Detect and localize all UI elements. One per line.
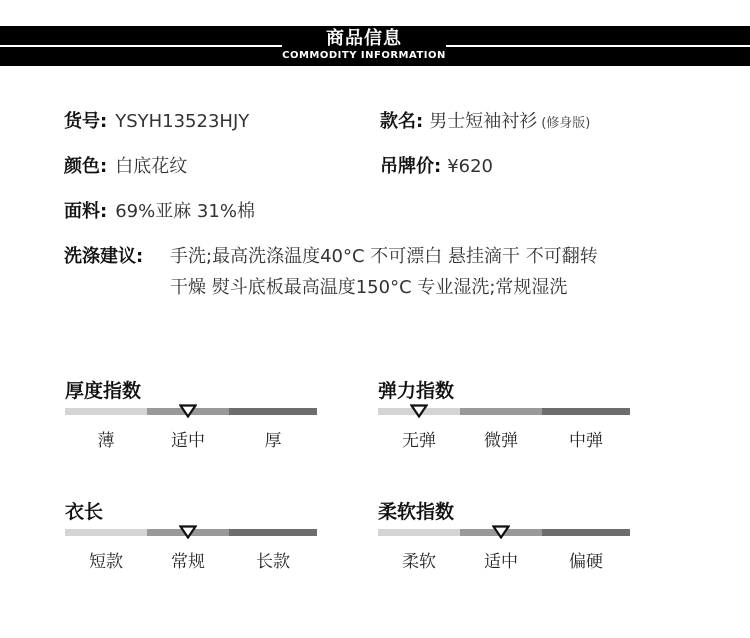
wash-row — [64, 245, 143, 269]
header-title-cn: 商品信息 — [326, 28, 402, 49]
thickness-labels — [65, 426, 317, 450]
thickness-title: 厚度指数 — [65, 380, 142, 402]
style-label: 款名: — [380, 111, 424, 132]
bar-segment-dark — [542, 529, 630, 536]
bar-segment-mid — [460, 408, 542, 415]
bar-segment-light — [378, 529, 460, 536]
length-option: 常规 — [171, 552, 205, 572]
color-value: 白底花纹 — [115, 156, 188, 177]
elasticity-labels — [378, 426, 630, 450]
price-value: ¥620 — [447, 156, 494, 177]
bar-segment-light — [65, 408, 147, 415]
item-no-row — [64, 110, 249, 134]
elasticity-option: 微弹 — [484, 431, 518, 451]
wash-line-2 — [170, 276, 567, 300]
price-row — [380, 155, 493, 179]
section-header — [0, 26, 750, 66]
bar-segment-dark — [542, 408, 630, 415]
item-no-value: YSYH13523HJY — [115, 111, 250, 132]
length-option: 短款 — [89, 552, 123, 572]
header-title-box — [282, 26, 446, 66]
style-value: 男士短袖衬衫 — [429, 111, 538, 132]
header-title-en: COMMODITY INFORMATION — [282, 50, 446, 61]
item-no-label: 货号: — [64, 111, 108, 132]
softness-option: 偏硬 — [569, 552, 603, 572]
style-note: (修身版) — [541, 116, 591, 131]
color-label: 颜色: — [64, 156, 108, 177]
thickness-option: 适中 — [171, 431, 205, 451]
fabric-label: 面料: — [64, 201, 108, 222]
thickness-option: 薄 — [97, 431, 115, 451]
fabric-row — [64, 200, 255, 224]
softness-title: 柔软指数 — [378, 501, 455, 523]
softness-option: 适中 — [484, 552, 518, 572]
fabric-value: 69%亚麻 31%棉 — [115, 201, 255, 222]
wash-text-1: 手洗;最高洗涤温度40°C 不可漂白 悬挂滴干 不可翻转 — [170, 246, 598, 267]
bar-segment-dark — [229, 408, 317, 415]
wash-line-1 — [170, 245, 598, 269]
color-row — [64, 155, 187, 179]
elasticity-option: 无弹 — [402, 431, 436, 451]
thickness-scale — [65, 376, 317, 456]
elasticity-option: 中弹 — [569, 431, 603, 451]
bar-segment-dark — [229, 529, 317, 536]
length-labels — [65, 547, 317, 571]
wash-label: 洗涤建议: — [64, 246, 144, 267]
elasticity-scale — [378, 376, 630, 456]
length-scale — [65, 497, 317, 577]
bar-segment-light — [65, 529, 147, 536]
wash-text-2: 干燥 熨斗底板最高温度150°C 专业湿洗;常规湿洗 — [170, 277, 568, 298]
length-title: 衣长 — [65, 501, 104, 523]
softness-labels — [378, 547, 630, 571]
elasticity-title: 弹力指数 — [378, 380, 455, 402]
style-row — [380, 110, 590, 136]
softness-scale — [378, 497, 630, 577]
length-option: 长款 — [256, 552, 290, 572]
price-label: 吊牌价: — [380, 156, 442, 177]
thickness-option: 厚 — [264, 431, 282, 451]
softness-option: 柔软 — [402, 552, 436, 572]
